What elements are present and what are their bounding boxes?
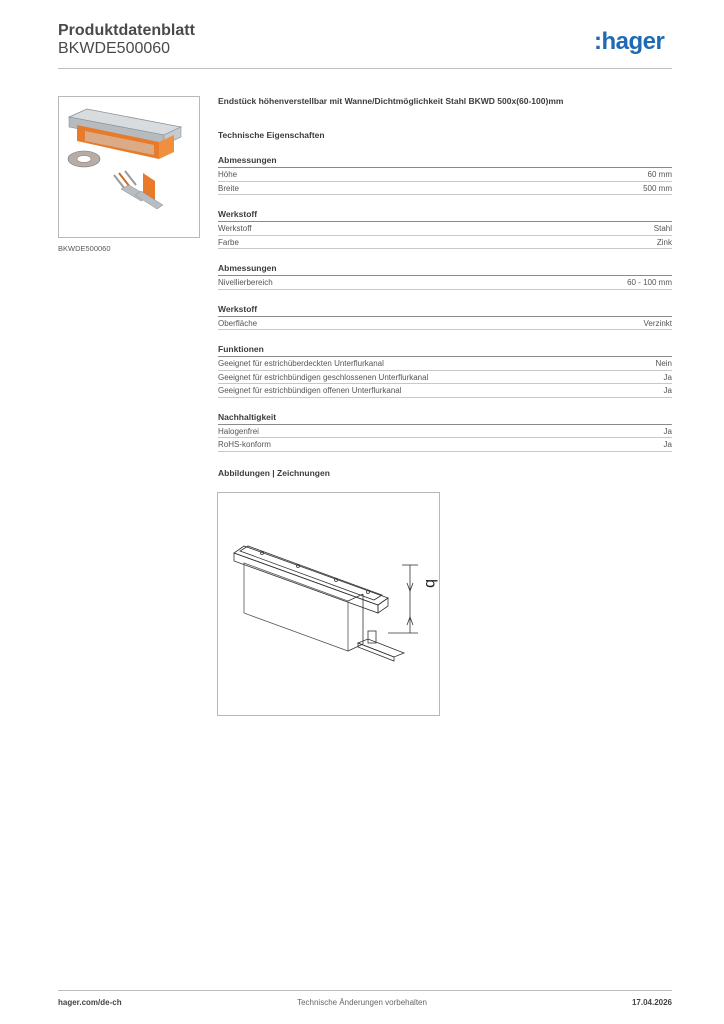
- spec-label: Nivellierbereich: [218, 278, 273, 287]
- section-nachhaltigkeit: [218, 412, 672, 452]
- section-heading: Werkstoff: [218, 304, 672, 317]
- spec-row: [218, 222, 672, 236]
- spec-row: [218, 438, 672, 452]
- image-caption: BKWDE500060: [58, 244, 111, 253]
- page-title: Produktdatenblatt: [58, 22, 195, 39]
- logo-text: hager: [601, 28, 665, 55]
- spec-row: [218, 276, 672, 290]
- spec-label: Halogenfrei: [218, 426, 259, 436]
- spec-value: Verzinkt: [643, 318, 672, 328]
- footer-website[interactable]: hager.com/de-ch: [58, 998, 122, 1007]
- spec-value: Zink: [656, 237, 672, 247]
- spec-row: [218, 384, 672, 398]
- product-image: [58, 96, 200, 238]
- spec-column: [218, 96, 672, 479]
- spec-row: [218, 236, 672, 250]
- spec-label: Werkstoff: [218, 224, 252, 233]
- header-divider: [58, 68, 672, 69]
- spec-value: Ja: [663, 372, 672, 382]
- dimension-label: b: [422, 579, 439, 588]
- section-werkstoff-2: [218, 304, 672, 331]
- hager-logo: :hager: [594, 28, 665, 55]
- spec-label: Farbe: [218, 237, 239, 247]
- drawings-heading: Abbildungen | Zeichnungen: [218, 467, 330, 478]
- footer-notice: Technische Änderungen vorbehalten: [297, 998, 427, 1007]
- spec-value: Ja: [663, 386, 672, 395]
- spec-row: [218, 371, 672, 385]
- spec-label: Geeignet für estrichbündigen offenen Unterflurkanal: [218, 386, 402, 395]
- spec-row: [218, 317, 672, 331]
- spec-row: [218, 182, 672, 196]
- spec-value: 500 mm: [643, 183, 672, 193]
- spec-value: Ja: [663, 426, 672, 436]
- spec-label: Höhe: [218, 170, 238, 179]
- section-funktionen: [218, 344, 672, 398]
- spec-label: Breite: [218, 183, 239, 193]
- spec-row: [218, 168, 672, 182]
- section-werkstoff-1: [218, 209, 672, 249]
- spec-label: Geeignet für estrichüberdeckten Unterflurkanal: [218, 359, 384, 368]
- spec-row: [218, 425, 672, 439]
- section-abmessungen-1: [218, 155, 672, 195]
- product-title: Endstück höhenverstellbar mit Wanne/Dichtmöglichkeit Stahl BKWD 500x(60-100)mm: [218, 96, 564, 106]
- technical-drawing: [217, 492, 440, 716]
- section-heading: Funktionen: [218, 344, 672, 357]
- section-heading: Werkstoff: [218, 209, 672, 222]
- product-code: BKWDE500060: [58, 40, 171, 57]
- section-heading: Nachhaltigkeit: [218, 412, 672, 425]
- footer-date: 17.04.2026: [631, 998, 672, 1007]
- section-heading: Abmessungen: [218, 263, 672, 276]
- spec-label: Oberfläche: [218, 318, 258, 328]
- spec-row: [218, 357, 672, 371]
- spec-value: 60 - 100 mm: [627, 278, 672, 287]
- footer-divider: [58, 990, 672, 991]
- spec-value: Ja: [663, 440, 672, 449]
- section-abmessungen-2: [218, 263, 672, 290]
- spec-value: Nein: [655, 359, 672, 368]
- spec-label: RoHS-konform: [218, 440, 271, 449]
- spec-value: 60 mm: [647, 170, 672, 179]
- tech-heading: Technische Eigenschaften: [218, 130, 325, 140]
- spec-label: Geeignet für estrichbündigen geschlossenen Unterflurkanal: [218, 372, 429, 382]
- section-heading: Abmessungen: [218, 155, 672, 168]
- spec-value: Stahl: [653, 224, 672, 233]
